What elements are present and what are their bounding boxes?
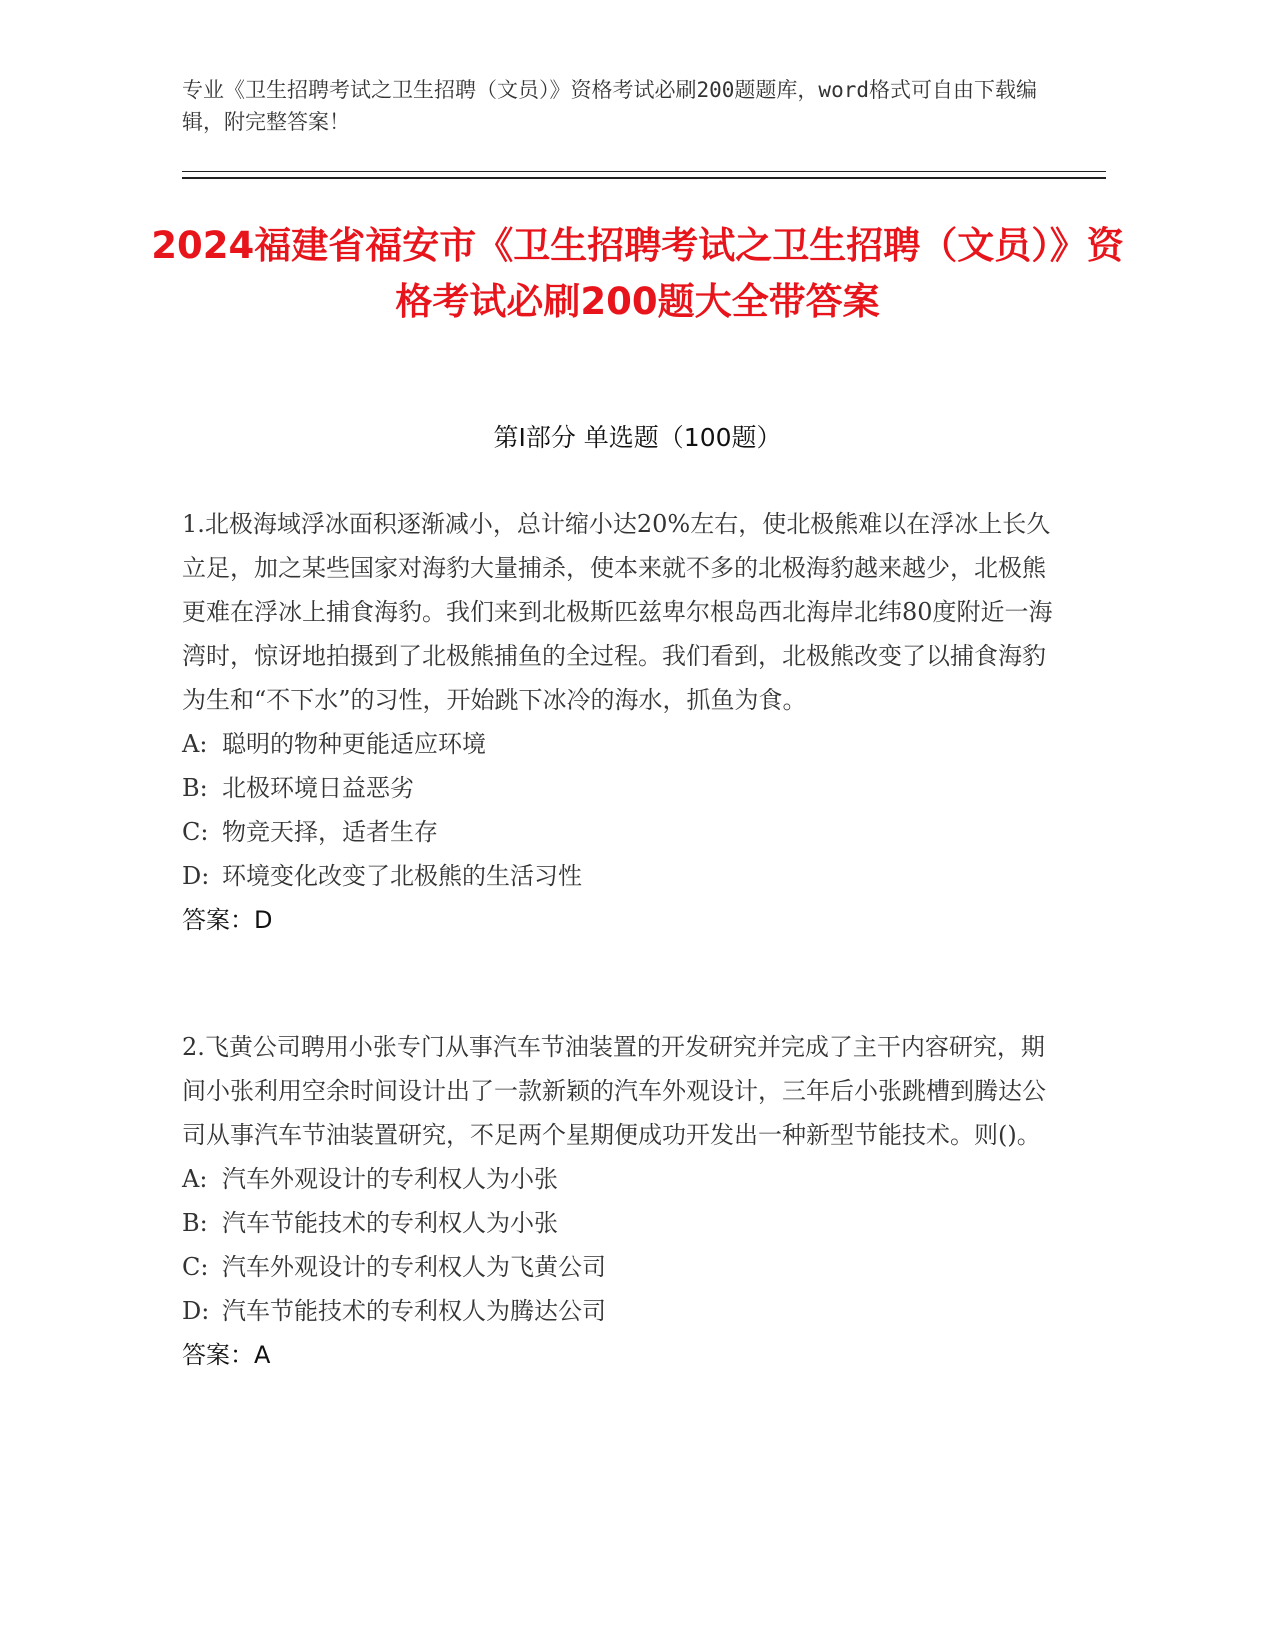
- option-text: 汽车外观设计的专利权人为飞黄公司: [222, 1253, 606, 1281]
- option-letter: A:: [182, 1165, 208, 1193]
- option-letter: D:: [182, 1297, 210, 1325]
- option-letter: B:: [182, 1209, 208, 1237]
- answer: 答案：D: [182, 906, 273, 934]
- answer: 答案：A: [182, 1341, 271, 1369]
- question-stem: 1.北极海域浮冰面积逐渐减小，总计缩小达20%左右，使北极熊难以在浮冰上长久立足，加之某些国家对海豹大量捕杀，使本来就不多的北极海豹越来越少，北极熊更难在浮冰上捕食海豹。我们来到北极斯匹兹卑尔根岛西北海岸北纬80度附近一海湾时，惊讶地拍摄到了北极熊捕鱼的全过程。我们看到，北极熊改变了以捕食海豹为生和“不下水”的习性，开始跳下冰冷的海水，抓鱼为食。: [182, 510, 1053, 714]
- question-1: [182, 502, 1062, 942]
- option-b: [182, 766, 1062, 810]
- option-letter: A:: [182, 730, 208, 758]
- option-letter: B:: [182, 774, 208, 802]
- option-text: 汽车节能技术的专利权人为腾达公司: [222, 1297, 606, 1325]
- document-title: 2024福建省福安市《卫生招聘考试之卫生招聘（文员）》资格考试必刷200题大全带答案: [151, 224, 1124, 323]
- option-letter: C:: [182, 1253, 209, 1281]
- option-letter: C:: [182, 818, 209, 846]
- option-a: [182, 722, 1062, 766]
- option-text: 聪明的物种更能适应环境: [222, 730, 486, 758]
- option-letter: D:: [182, 862, 210, 890]
- question-stem: 2.飞黄公司聘用小张专门从事汽车节油装置的开发研究并完成了主干内容研究，期间小张利用空余时间设计出了一款新颖的汽车外观设计，三年后小张跳槽到腾达公司从事汽车节油装置研究，不足两个星期便成功开发出一种新型节能技术。则()。: [182, 1033, 1046, 1149]
- option-text: 汽车外观设计的专利权人为小张: [222, 1165, 558, 1193]
- section-title: 第I部分 单选题（100题）: [493, 423, 782, 452]
- question-2: [182, 1025, 1062, 1377]
- option-b: [182, 1201, 1062, 1245]
- option-c: [182, 1245, 1062, 1289]
- option-text: 物竞天择，适者生存: [222, 818, 438, 846]
- header-note: 专业《卫生招聘考试之卫生招聘（文员）》资格考试必刷200题题库，word格式可自由下载编辑，附完整答案！: [182, 78, 1037, 134]
- option-text: 汽车节能技术的专利权人为小张: [222, 1209, 558, 1237]
- option-d: [182, 854, 1062, 898]
- header-divider-thin: [182, 171, 1106, 172]
- option-d: [182, 1289, 1062, 1333]
- option-text: 环境变化改变了北极熊的生活习性: [222, 862, 582, 890]
- header-divider-thick: [182, 177, 1106, 179]
- option-text: 北极环境日益恶劣: [222, 774, 414, 802]
- option-a: [182, 1157, 1062, 1201]
- option-c: [182, 810, 1062, 854]
